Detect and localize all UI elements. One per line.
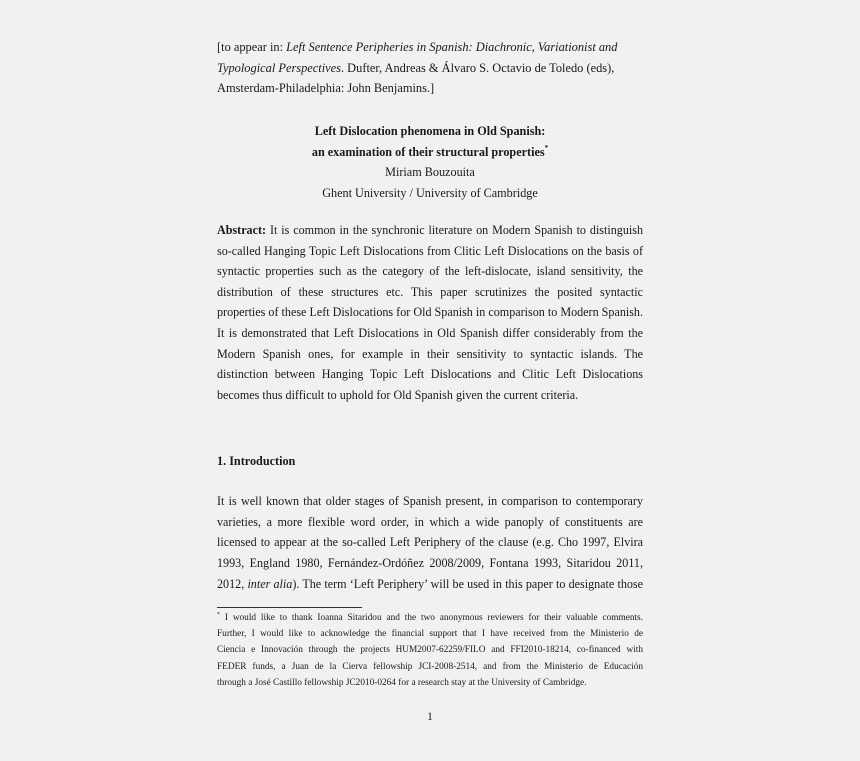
abstract-line: distribution of these structures etc. This paper scrutinizes the posited syntactic (217, 284, 643, 299)
abstract-line: Abstract: It is common in the synchronic literature on Modern Spanish to distinguish (217, 223, 643, 237)
footnote (217, 610, 643, 691)
volume-title-continued: Typological Perspectives (217, 60, 341, 75)
footnote-line: * I would like to thank Ioanna Sitaridou and the two anonymous reviewers for their valuable comments. (217, 612, 643, 623)
publication-note (217, 37, 643, 99)
paragraph-line: It is well known that older stages of Spanish present, in comparison to contemporary (217, 494, 643, 508)
abstract-line: becomes thus difficult to uphold for Old Spanish given the current criteria. (217, 387, 579, 402)
volume-title: Left Sentence Peripheries in Spanish: Diachronic, Variationist and (286, 40, 618, 54)
italic-phrase: inter alia (247, 576, 293, 591)
title-block (217, 121, 643, 203)
abstract-line: Modern Spanish ones, for example in their sensitivity to syntactic islands. The (217, 346, 643, 361)
footnote-line: Ciencia e Innovación through the projects HUM2007-62259/FILO and FFI2010-18214, co-financed with (217, 645, 643, 656)
paper-title-line-1: Left Dislocation phenomena in Old Spanish: (314, 124, 546, 138)
page-number: 1 (427, 711, 433, 723)
author-name: Miriam Bouzouita (385, 165, 475, 180)
abstract-label: Abstract: (217, 223, 267, 237)
abstract-line: so-called Hanging Topic Left Dislocations from Clitic Left Dislocations on the basis of (217, 243, 643, 258)
introduction-paragraph (217, 491, 643, 595)
footnote-separator (217, 607, 362, 608)
abstract-line: It is demonstrated that Left Dislocations in Old Spanish differ considerably from the (217, 325, 643, 340)
footnote-line: through a José Castillo fellowship JC2010-0264 for a research stay at the University of Cambridge. (217, 677, 587, 688)
paragraph-line: licensed to appear at the so-called Left Periphery of the clause (e.g. Cho 1997, Elvira (217, 535, 643, 550)
footnote-line: Further, I would like to acknowledge the financial support that I have received from the Ministerio de (217, 629, 643, 640)
section-heading: 1. Introduction (217, 454, 296, 468)
paragraph-line: 2012, inter alia). The term ‘Left Periphery’ will be used in this paper to designate those (217, 576, 643, 591)
abstract-line: properties of these Left Dislocations for Old Spanish in comparison to Modern Spanish. (217, 305, 643, 320)
abstract-line: syntactic properties such as the category of the left-dislocate, island sensitivity, the (217, 264, 643, 279)
paragraph-line: varieties, a more flexible word order, in which a wide panoply of constituents are (217, 514, 643, 529)
publication-note-line-1: [to appear in: Left Sentence Peripheries in Spanish: Diachronic, Variationist and (217, 40, 618, 54)
footnote-marker: * (217, 612, 220, 618)
abstract (217, 220, 643, 405)
title-footnote-marker[interactable]: * (544, 143, 549, 152)
abstract-line: distinction between Hanging Topic Left Dislocations and Clitic Left Dislocations (217, 367, 643, 382)
publication-note-line-3: Amsterdam-Philadelphia: John Benjamins.] (217, 81, 435, 95)
author-affiliation: Ghent University / University of Cambridge (322, 185, 538, 200)
paper-title-line-2: an examination of their structural properties* (311, 143, 549, 159)
footnote-line: FEDER funds, a Juan de la Cierva fellowship JCI-2008-2514, and from the Ministerio de Educación (217, 661, 643, 672)
publication-note-line-2: Typological Perspectives. Dufter, Andreas & Álvaro S. Octavio de Toledo (eds), (217, 60, 615, 75)
paragraph-line: 1993, England 1980, Fernández-Ordóñez 2008/2009, Fontana 1993, Sitaridou 2011, (217, 556, 643, 571)
